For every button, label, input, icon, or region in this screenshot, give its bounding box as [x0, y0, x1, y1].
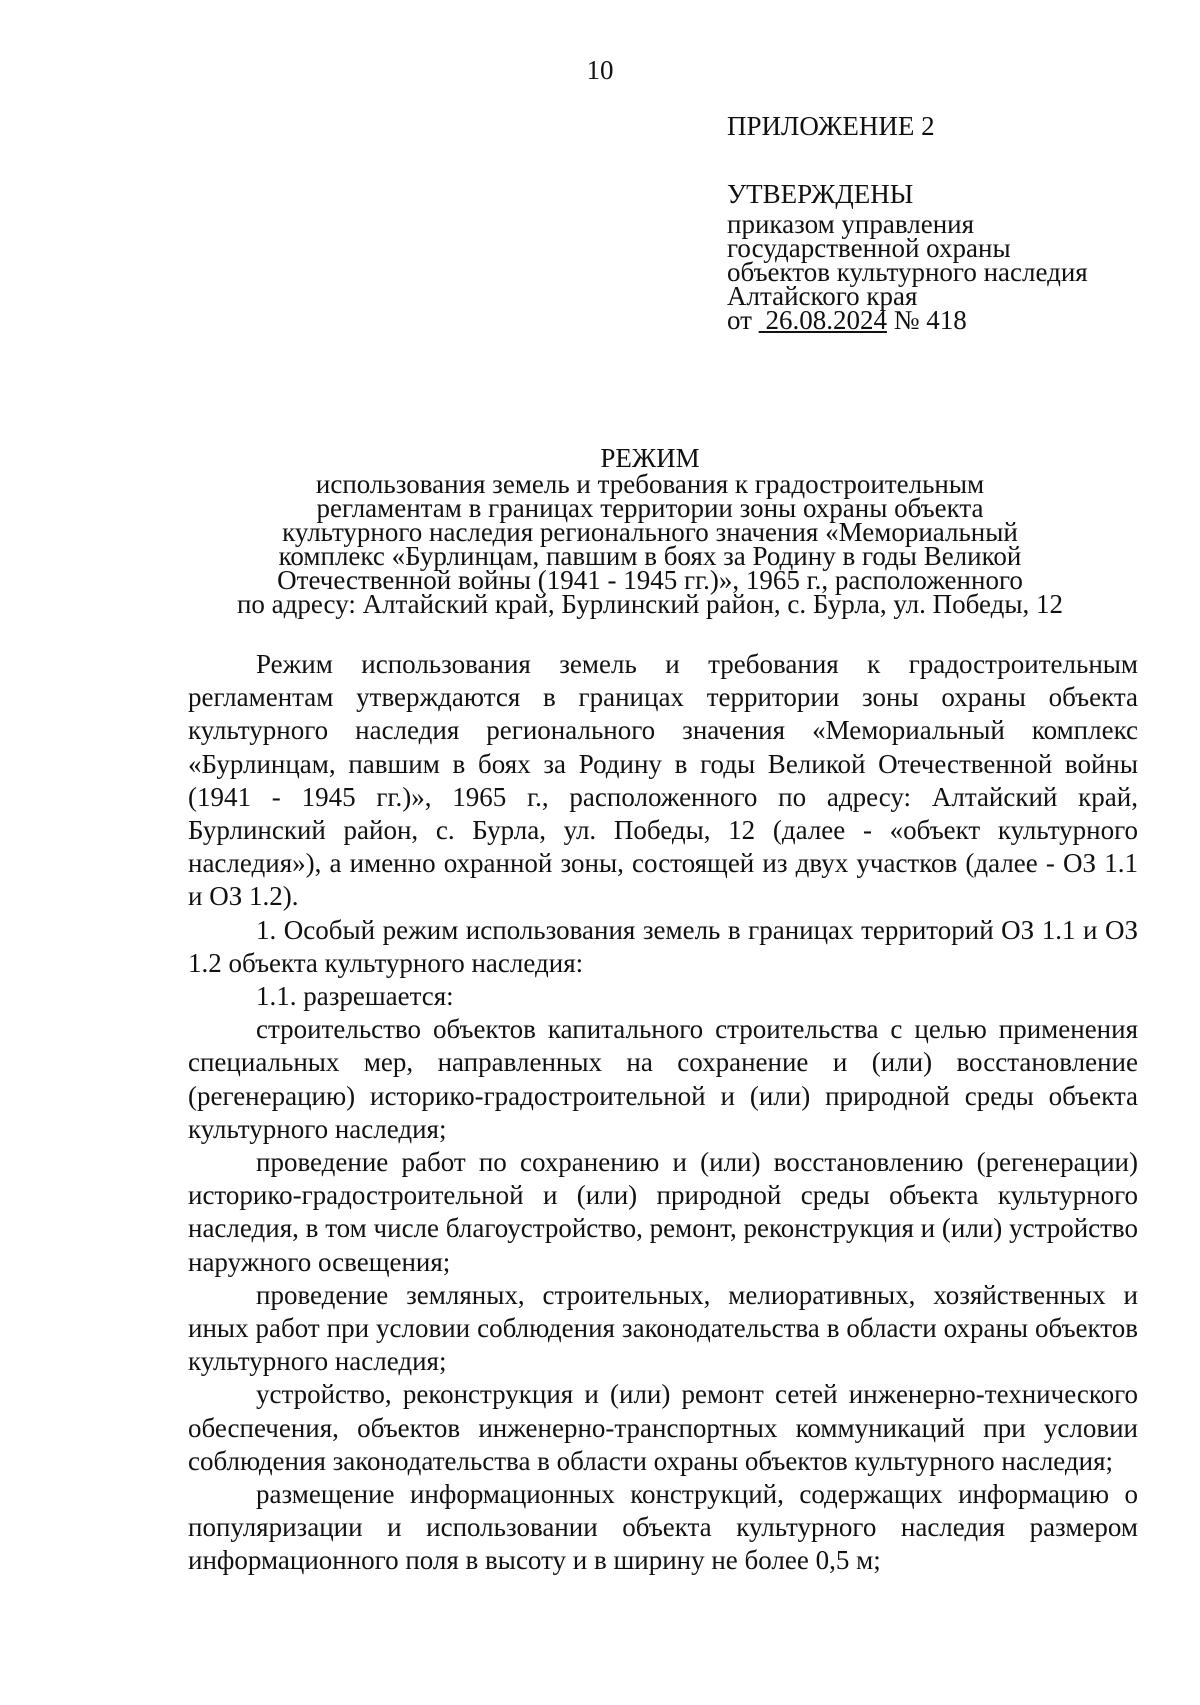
- order-prefix: от: [727, 305, 752, 335]
- order-line: [727, 305, 1088, 335]
- title-line: комплекс «Бурлинцам, павшим в боях за Родину в годы Великой: [278, 541, 1022, 571]
- title-line: регламентам в границах территории зоны охраны объекта: [316, 493, 984, 523]
- document-body: [188, 648, 1138, 1578]
- document-title: РЕЖИМ: [600, 443, 700, 473]
- body-paragraph: 1.1. разрешается:: [256, 981, 454, 1012]
- approved-label: УТВЕРЖДЕНЫ: [727, 179, 914, 209]
- title-line: использования земель и требования к градостроительным: [315, 469, 985, 499]
- approval-line: объектов культурного наследия: [727, 257, 1088, 287]
- approval-lines: [727, 209, 1088, 335]
- body-paragraph: проведение земляных, строительных, мелиоративных, хозяйственных и иных работ при условии соблюдения законодательства в области охраны объектов культурного наследия;: [188, 1279, 1138, 1377]
- body-paragraph: Режим использования земель и требования к градостроительным регламентам утверждаются в границах территории зоны охраны объекта культурного наследия регионального значения «Мемориальный комплекс «Бурлинцам, павшим в боях за Родину в годы Великой Отечественной войны (1941 - 1945 гг.)», 1965 г., расположенного по адресу: Алтайский край, Бурлинский район, с. Бурла, ул. Победы, 12 (далее - «объект культурного наследия»), а именно охранной зоны, состоящей из двух участков (далее - ОЗ 1.1 и ОЗ 1.2).: [188, 649, 1138, 912]
- body-paragraph: строительство объектов капитального строительства с целью применения специальных мер, направленных на сохранение и (или) восстановление (регенерацию) историко-градостроительной и (или) природной среды объекта культурного наследия;: [188, 1014, 1138, 1144]
- title-line: культурного наследия регионального значения «Мемориальный: [282, 517, 1018, 547]
- document-title-block: [150, 443, 1150, 619]
- body-paragraph: проведение работ по сохранению и (или) восстановлению (регенерации) историко-градостроительной и (или) природной среды объекта культурного наследия, в том числе благоустройство, ремонт, реконструкция и (или) устройство наружного освещения;: [188, 1147, 1138, 1277]
- approval-line: приказом управления: [727, 209, 975, 239]
- page-number: 10: [586, 55, 614, 85]
- order-number: № 418: [893, 305, 967, 335]
- body-paragraph: устройство, реконструкция и (или) ремонт сетей инженерно-технического обеспечения, объектов инженерно-транспортных коммуникаций при условии соблюдения законодательства в области охраны объектов культурного наследия;: [188, 1379, 1138, 1476]
- approval-line: государственной охраны: [727, 233, 1011, 263]
- title-line: по адресу: Алтайский край, Бурлинский район, с. Бурла, ул. Победы, 12: [236, 589, 1063, 619]
- order-date: 26.08.2024: [765, 305, 887, 335]
- body-paragraph: 1. Особый режим использования земель в границах территорий ОЗ 1.1 и ОЗ 1.2 объекта культурного наследия:: [188, 914, 1138, 978]
- appendix-label: ПРИЛОЖЕНИЕ 2: [727, 111, 935, 141]
- title-line: Отечественной войны (1941 - 1945 гг.)», 1965 г., расположенного: [277, 565, 1023, 595]
- body-paragraph: размещение информационных конструкций, содержащих информацию о популяризации и использовании объекта культурного наследия размером информационного поля в высоту и в ширину не более 0,5 м;: [188, 1479, 1138, 1576]
- approval-line: Алтайского края: [727, 281, 918, 311]
